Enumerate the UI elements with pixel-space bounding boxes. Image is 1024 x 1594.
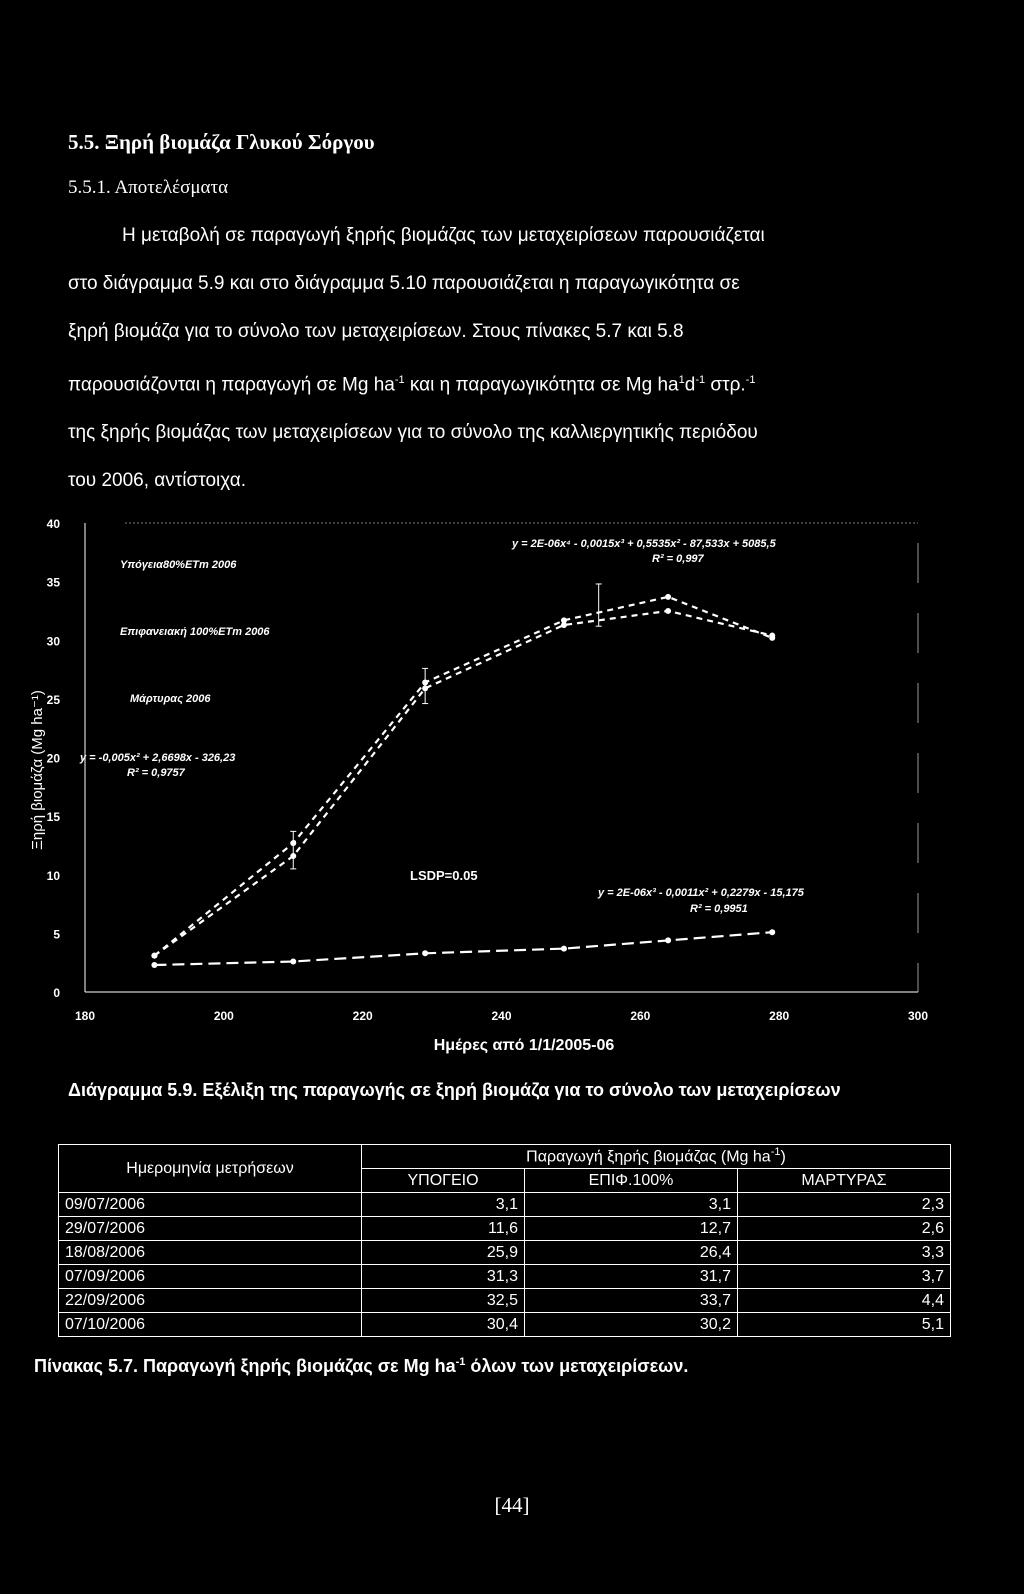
x-tick-label: 280	[769, 1009, 790, 1023]
data-point	[422, 950, 428, 956]
chart-svg	[30, 515, 950, 1075]
x-axis-label: Ημέρες από 1/1/2005-06	[433, 1037, 615, 1054]
y-tick-label: 10	[46, 868, 60, 883]
superscript: -1	[455, 1356, 466, 1368]
column-header: ΜΑΡΤΥΡΑΣ	[738, 1169, 951, 1193]
y-tick-label: 15	[46, 810, 60, 825]
chart-series	[151, 584, 775, 968]
caption-text: όλων των μεταχειρίσεων.	[465, 1356, 689, 1376]
table-row	[59, 1193, 951, 1217]
para-line: Η μεταβολή σε παραγωγή ξηρής βιομάζας των μεταχειρίσεων παρουσιάζεται	[122, 225, 765, 246]
text-run: στρ.	[705, 374, 746, 396]
value-cell: 32,5	[362, 1289, 525, 1313]
y-tick-label: 0	[53, 986, 60, 1000]
para-line: της ξηρής βιομάζας των μεταχειρίσεων για το σύνολο της καλλιεργητικής περιόδου	[68, 422, 758, 444]
table-row	[59, 1289, 951, 1313]
header-date: Ημερομηνία μετρήσεων	[59, 1145, 362, 1193]
page-number: [44]	[494, 1493, 530, 1517]
value-cell: 11,6	[362, 1217, 525, 1241]
y-tick-label: 20	[46, 751, 60, 766]
value-cell: 30,2	[525, 1313, 738, 1337]
y-tick-label: 25	[46, 692, 60, 707]
series-line	[154, 611, 772, 956]
value-cell: 5,1	[738, 1313, 951, 1337]
lsd-label: LSDP=0.05	[410, 868, 478, 883]
equation-3: y = 2E-06x³ - 0,0011x² + 0,2279x - 15,175	[598, 887, 804, 899]
column-header: ΥΠΟΓΕΙΟ	[362, 1169, 525, 1193]
value-cell: 26,4	[525, 1241, 738, 1265]
equation-2: y = -0,005x² + 2,6698x - 326,23	[80, 752, 236, 764]
legend-control: Μάρτυρας 2006	[130, 693, 211, 705]
equation-1: y = 2E-06x⁴ - 0,0015x³ + 0,5535x² - 87,533x + 5085,5	[512, 538, 776, 550]
series-line	[154, 932, 772, 965]
value-cell: 4,4	[738, 1289, 951, 1313]
x-tick-label: 240	[491, 1009, 512, 1023]
superscript: 1	[678, 374, 685, 386]
text-run: παρουσιάζονται η παραγωγή σε Mg ha	[68, 374, 395, 396]
subsection-heading: 5.5.1. Αποτελέσματα	[68, 177, 229, 198]
value-cell: 30,4	[362, 1313, 525, 1337]
para-line	[68, 356, 928, 409]
table-header-row	[59, 1145, 951, 1169]
data-point	[561, 617, 567, 623]
text-run: d	[684, 374, 696, 396]
value-cell: 25,9	[362, 1241, 525, 1265]
value-cell: 2,6	[738, 1217, 951, 1241]
para-line: ξηρή βιομάζα για το σύνολο των μεταχειρίσεων. Στους πίνακες 5.7 και 5.8	[68, 321, 684, 342]
date-cell: 18/08/2006	[59, 1241, 362, 1265]
legend-underground: Υπόγεια80%ΕΤm 2006	[120, 559, 237, 571]
x-tick-label: 300	[907, 1009, 929, 1023]
date-cell: 29/07/2006	[59, 1217, 362, 1241]
data-point	[665, 608, 671, 614]
data-point	[665, 594, 671, 600]
section-heading: 5.5. Ξηρή βιομάζα Γλυκού Σόργου	[68, 130, 375, 154]
value-cell: 3,1	[362, 1193, 525, 1217]
text-run: και η παραγωγικότητα σε Mg ha	[404, 374, 679, 396]
data-point	[769, 635, 775, 641]
y-tick-label: 30	[46, 634, 60, 649]
date-cell: 09/07/2006	[59, 1193, 362, 1217]
para-line: στο διάγραμμα 5.9 και στο διάγραμμα 5.10 παρουσιάζεται η παραγωγικότητα σε	[68, 273, 740, 294]
value-cell: 31,3	[362, 1265, 525, 1289]
x-tick-label: 180	[74, 1009, 96, 1023]
para-line: του 2006, αντίστοιχα.	[68, 470, 246, 492]
data-point	[561, 946, 567, 952]
date-cell: 22/09/2006	[59, 1289, 362, 1313]
legend-surface: Επιφανειακή 100%ΕΤm 2006	[120, 626, 270, 638]
superscript: -1	[745, 374, 756, 386]
figure-caption: Διάγραμμα 5.9. Εξέλιξη της παραγωγής σε ξηρή βιομάζα για το σύνολο των μεταχειρίσεων	[68, 1080, 841, 1100]
data-point	[665, 937, 671, 943]
data-point	[769, 929, 775, 935]
x-tick-label: 260	[630, 1009, 651, 1023]
header-text: )	[780, 1148, 786, 1166]
date-cell: 07/10/2006	[59, 1313, 362, 1337]
y-tick-label: 40	[46, 517, 60, 531]
header-text: Παραγωγή ξηρής βιομάζας (Mg ha	[526, 1148, 771, 1166]
data-point	[151, 953, 157, 959]
x-tick-label: 220	[352, 1009, 373, 1023]
production-table	[58, 1144, 951, 1337]
value-cell: 12,7	[525, 1217, 738, 1241]
table-caption	[34, 1356, 688, 1377]
superscript: -1	[394, 374, 405, 386]
series-line	[154, 597, 772, 956]
value-cell: 3,1	[525, 1193, 738, 1217]
value-cell: 2,3	[738, 1193, 951, 1217]
body-paragraph	[68, 212, 928, 505]
table-row	[59, 1265, 951, 1289]
table-row	[59, 1217, 951, 1241]
y-tick-label: 5	[53, 927, 60, 942]
value-cell: 31,7	[525, 1265, 738, 1289]
data-point	[151, 962, 157, 968]
data-point	[290, 959, 296, 965]
header-production	[362, 1145, 951, 1169]
caption-text: Πίνακας 5.7. Παραγωγή ξηρής βιομάζας σε Mg ha	[34, 1356, 456, 1376]
column-header: ΕΠΙΦ.100%	[525, 1169, 738, 1193]
value-cell: 33,7	[525, 1289, 738, 1313]
date-cell: 07/09/2006	[59, 1265, 362, 1289]
table-row	[59, 1241, 951, 1265]
biomass-chart	[30, 515, 950, 1075]
x-tick-label: 200	[213, 1009, 234, 1023]
value-cell: 3,7	[738, 1265, 951, 1289]
r2-3: R² = 0,9951	[690, 903, 748, 915]
superscript: -1	[770, 1146, 781, 1159]
table-row	[59, 1313, 951, 1337]
value-cell: 3,3	[738, 1241, 951, 1265]
r2-1: R² = 0,997	[652, 553, 704, 565]
y-axis-label: Ξηρή βιομάζα (Mg ha⁻¹)	[30, 690, 46, 850]
superscript: -1	[695, 374, 706, 386]
r2-2: R² = 0,9757	[127, 767, 185, 779]
y-tick-label: 35	[46, 575, 60, 590]
